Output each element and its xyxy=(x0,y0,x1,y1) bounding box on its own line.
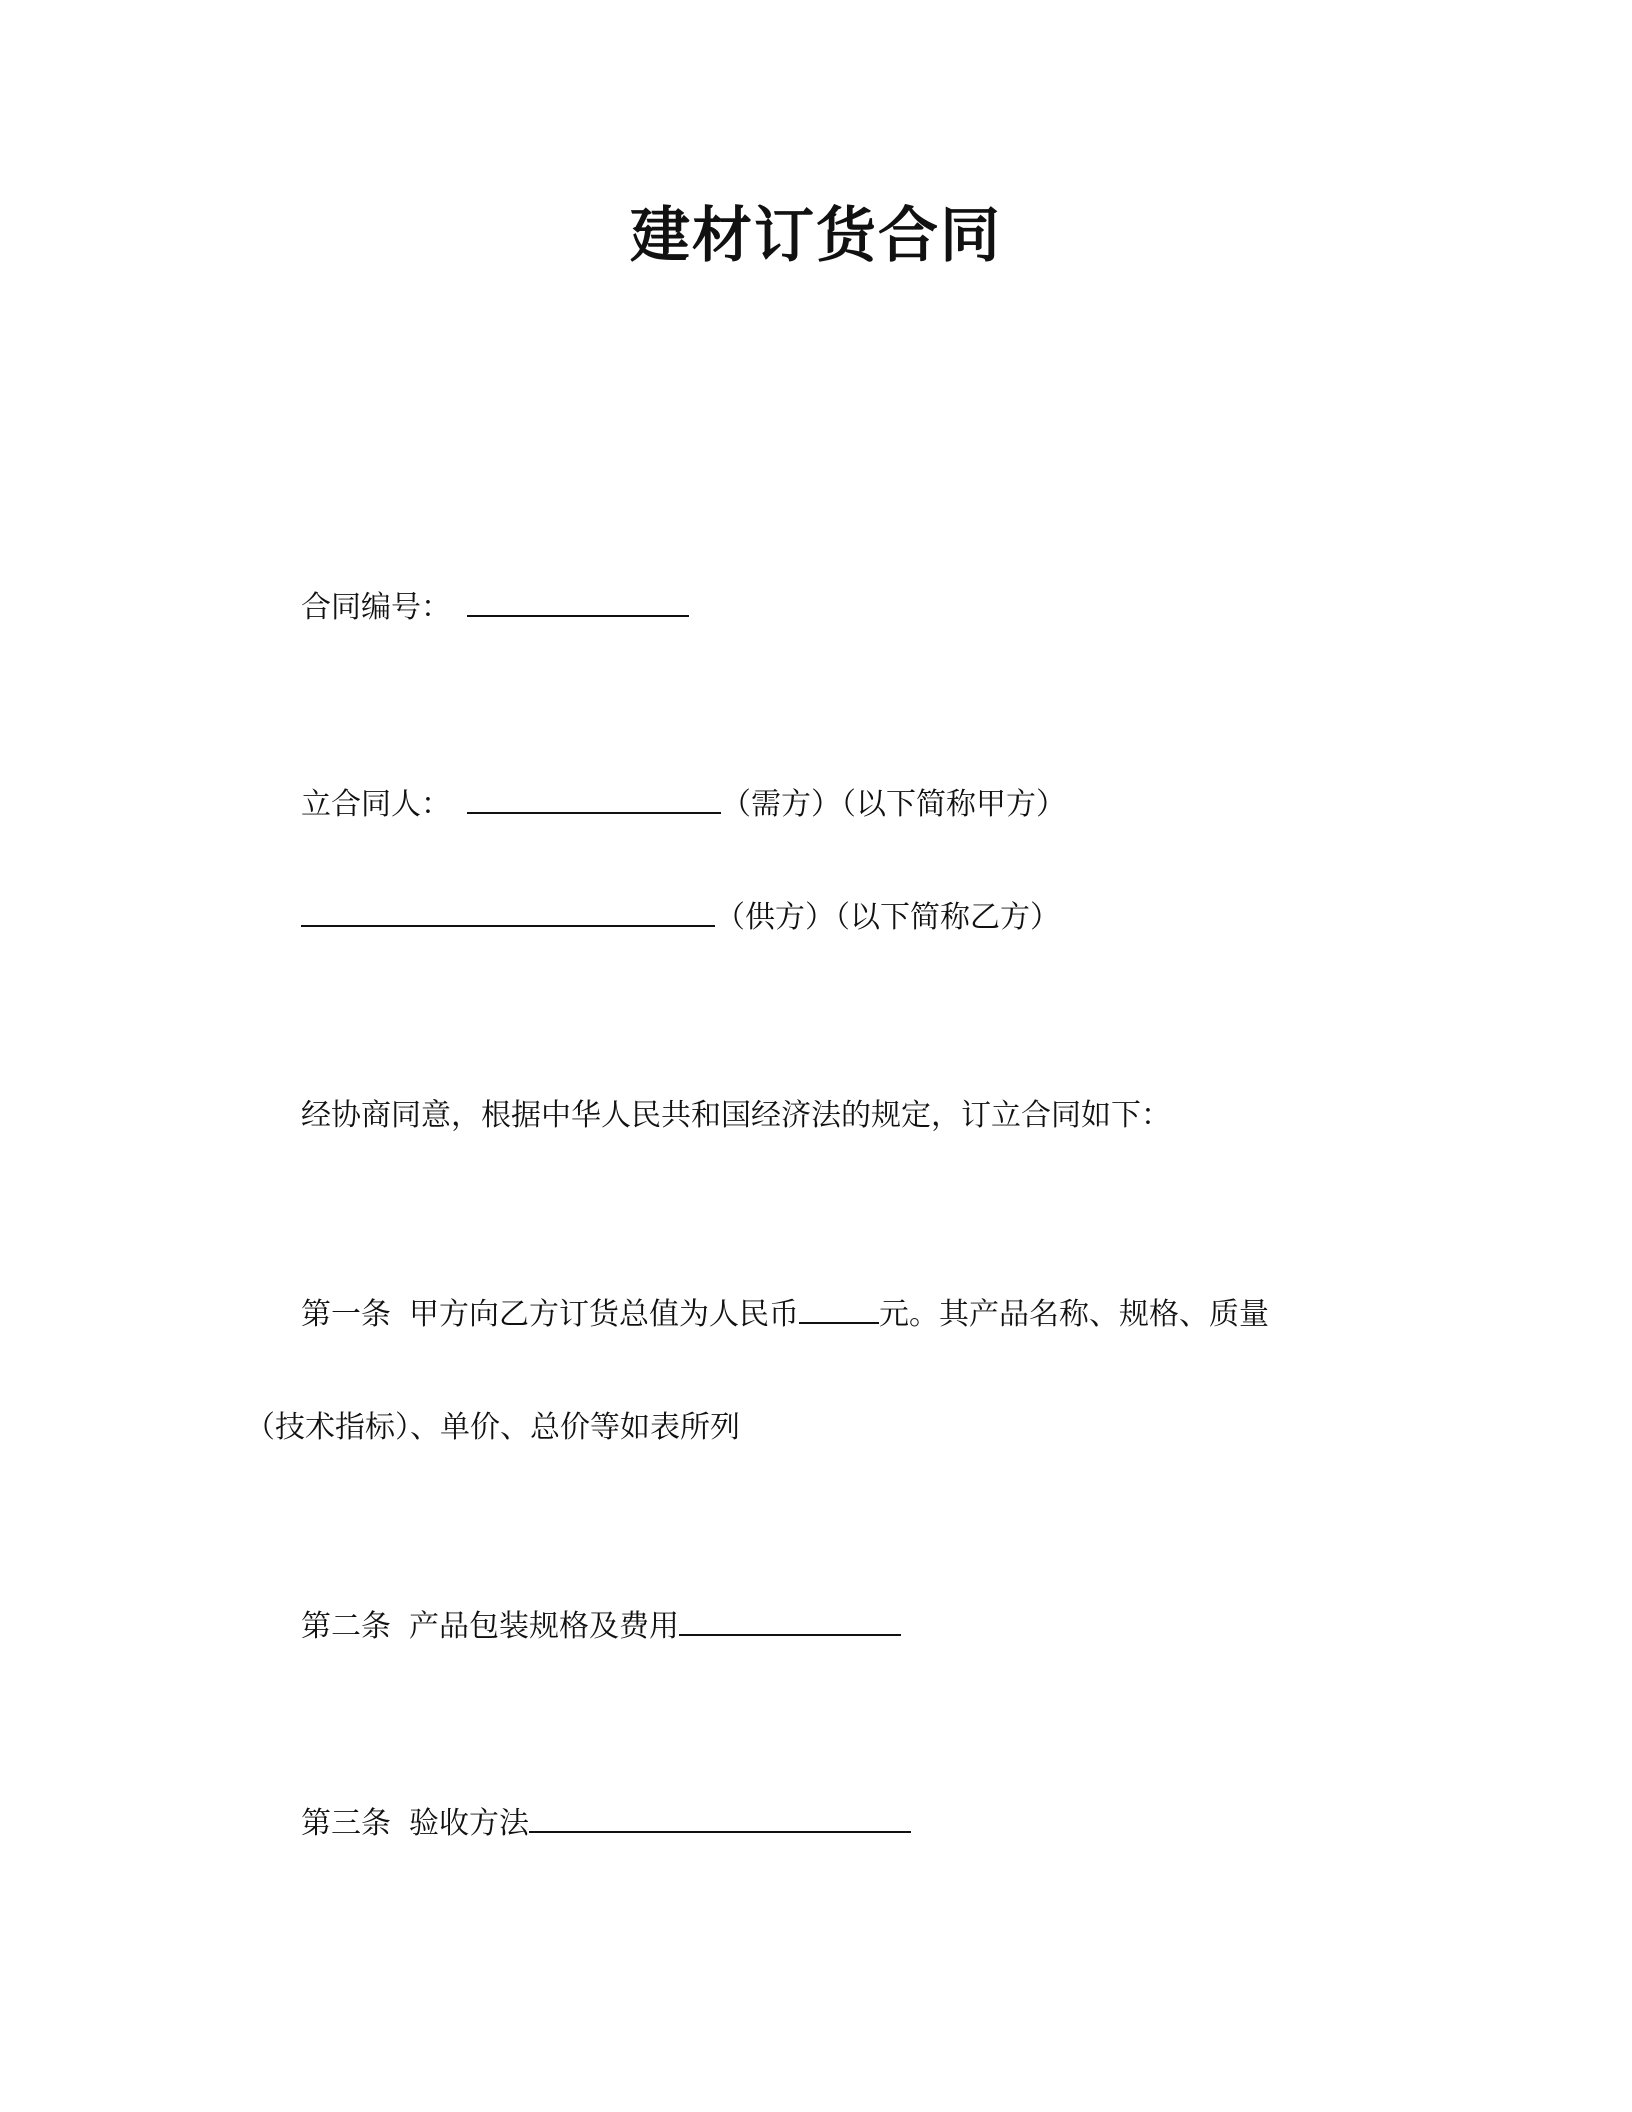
article-1-text-after: 元。其产品名称、规格、质量 xyxy=(879,1297,1269,1332)
article-1-line xyxy=(301,1292,1269,1337)
total-amount-field[interactable] xyxy=(799,1292,879,1324)
acceptance-method-field[interactable] xyxy=(529,1801,911,1833)
parties-label: 立合同人： xyxy=(301,787,451,822)
document-title: 建材订货合同 xyxy=(630,201,1002,271)
party-b-name-field[interactable] xyxy=(301,895,715,927)
party-a-role: （需方）（以下简称甲方） xyxy=(721,787,1066,822)
article-3-number: 第三条 xyxy=(301,1806,391,1841)
contract-number-label: 合同编号： xyxy=(301,590,451,625)
article-3-line xyxy=(301,1801,911,1846)
contract-number-line xyxy=(301,585,689,630)
article-1-number: 第一条 xyxy=(301,1297,391,1332)
article-2-number: 第二条 xyxy=(301,1609,391,1644)
article-2-line xyxy=(301,1604,901,1649)
party-b-role: （供方）（以下简称乙方） xyxy=(715,900,1060,935)
packaging-field[interactable] xyxy=(679,1604,901,1636)
article-3-text: 验收方法 xyxy=(409,1806,529,1841)
article-1-continuation: （技术指标）、单价、总价等如表所列 xyxy=(245,1410,740,1445)
party-b-line xyxy=(301,895,1060,940)
intro-paragraph: 经协商同意，根据中华人民共和国经济法的规定，订立合同如下： xyxy=(301,1098,1171,1133)
article-2-text: 产品包装规格及费用 xyxy=(409,1609,679,1644)
party-a-name-field[interactable] xyxy=(467,782,721,814)
contract-number-field[interactable] xyxy=(467,585,689,617)
party-a-line xyxy=(301,782,1066,827)
article-1-text-before: 甲方向乙方订货总值为人民币 xyxy=(409,1297,799,1332)
